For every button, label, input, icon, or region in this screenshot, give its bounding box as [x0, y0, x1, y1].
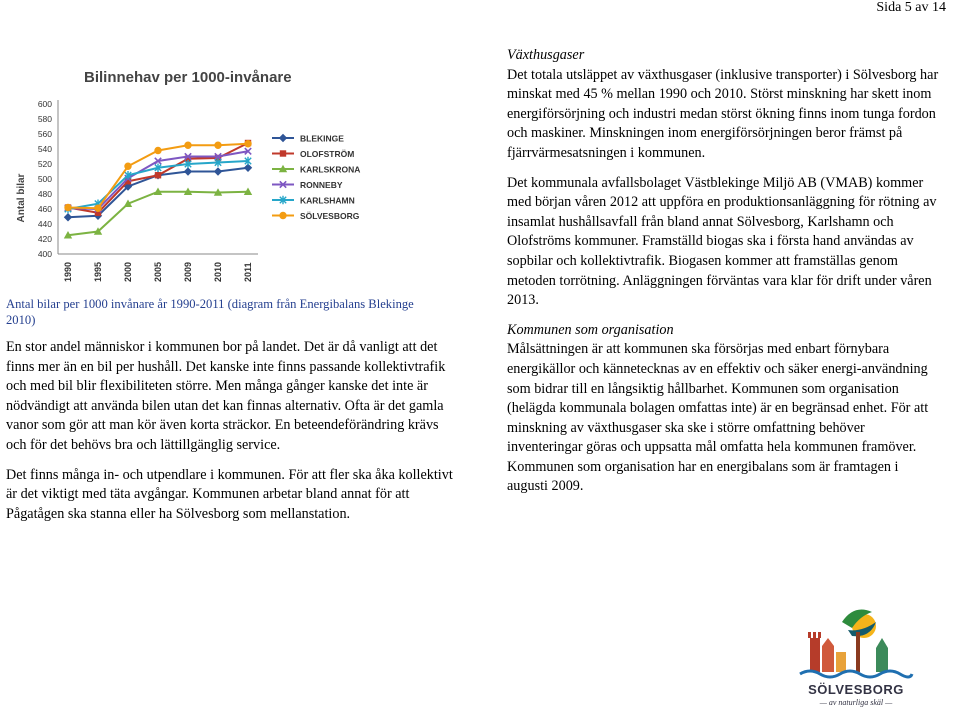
right-paragraph-3: Målsättningen är att kommunen ska försörjas med enbart förnybara energikällor och kännetecknas av en effektiv och säker energi-användning som bidrar till en långsiktig hållbarhet. Kommunen som organisation (helägda kommunala bolagen omfattas inte) är en begränsad enhet. För att minskning av växthusgaser ska ske i större omfattning behöver inventeringar göras och uppsatta mål omfatta hela kommunen framöver. Kommunen som organisation har en energibalans som är framtagen i augusti 2009. [507, 341, 929, 495]
x-tick-label: 2000 [123, 261, 133, 282]
legend-label: SÖLVESBORG [300, 211, 360, 221]
y-tick-label: 580 [37, 114, 52, 124]
heading-municipality-organisation: Kommunen som organisation [507, 321, 674, 338]
logo-name: SÖLVESBORG [808, 682, 904, 697]
right-paragraph-1: Det totala utsläppet av växthusgaser (inklusive transporter) i Sölvesborg har minskat med 45 % mellan 1990 och 2010. Störst minskning har skett inom energiförsörjning och industri medan störst ökning finns inom tunga fordon och maskiner. Minskningen inom energiförsörjningen beror främst på fjärrvärmesatsningen i kommunen. [507, 66, 939, 161]
data-point [214, 142, 221, 149]
chart-caption: Antal bilar per 1000 invånare år 1990-2011 (diagram från Energibalans Blekinge 2010) [6, 297, 414, 327]
legend-label: KARLSKRONA [300, 164, 361, 175]
data-point [124, 163, 131, 170]
y-tick-label: 480 [37, 189, 52, 199]
x-tick-label: 1995 [93, 261, 103, 282]
x-tick-label: 1990 [63, 261, 73, 282]
y-tick-label: 520 [37, 159, 52, 169]
left-paragraph-2: Det finns många in- och utpendlare i kommunen. För att fler ska åka kollektivt är det viktigt med täta avgångar. Kommunen arbetar bland annat för att Pågatågen ska stanna eller ha Sölvesborg som mellanstation. [6, 466, 453, 522]
chart-svg [6, 58, 376, 290]
chart-legend [272, 134, 360, 222]
x-tick-label: 2010 [213, 261, 223, 282]
x-tick-label: 2011 [243, 262, 253, 282]
logo-tagline: — av naturliga skäl — [819, 698, 893, 707]
data-point [64, 213, 72, 221]
legend-label: KARLSHAMN [300, 195, 355, 206]
y-tick-label: 460 [37, 204, 52, 214]
data-point [280, 150, 286, 156]
data-point [214, 167, 222, 175]
y-tick-label: 560 [37, 129, 52, 139]
x-tick-label: 2005 [153, 261, 163, 282]
y-tick-label: 540 [37, 144, 52, 154]
data-point [184, 167, 192, 175]
y-tick-label: 400 [37, 249, 52, 259]
legend-label: BLEKINGE [300, 133, 344, 144]
y-tick-label: 500 [37, 174, 52, 184]
municipality-logo [790, 602, 922, 710]
chart-title: Bilinnehav per 1000-invånare [84, 69, 292, 86]
left-paragraph-1: En stor andel människor i kommunen bor på landet. Det är då vanligt att det finns mer än en bil per hushåll. Det kanske inte finns passande kollektivtrafik och med bil blir flexibiliteten större. Men många gånger kanske det inte är nödvändigt att använda bilen utan det kan finnas alternativ. Ofta är det gamla vanor som gör att man kör även korta sträckor. En beteendeförändring krävs och för det behövs bra och lättillgänglig service. [6, 339, 446, 453]
y-tick-label: 600 [37, 99, 52, 109]
x-tick-label: 2009 [183, 261, 193, 282]
right-column [507, 46, 941, 507]
legend-label: OLOFSTRÖM [300, 149, 355, 159]
data-point [184, 142, 191, 149]
data-point [64, 204, 71, 211]
right-paragraph-2: Det kommunala avfallsbolaget Västblekinge Miljö AB (VMAB) kommer med början våren 2012 att uppföra en produktionsanläggning för rötning av insamlat hushållsavfall från bland annat Sölvesborg, Karlshamn och Olofströms kommuner. Framställd biogas ska i första hand användas av sopbilar och kollektivtrafik. Biogasen kommer att framställas genom metoden torrötning. Anläggningen förväntas vara klar för drift under våren 2013. [507, 174, 937, 309]
y-tick-label: 420 [37, 234, 52, 244]
car-ownership-chart [6, 58, 376, 290]
data-point [94, 205, 101, 212]
chart-y-axis-label: Antal bilar [16, 173, 27, 223]
legend-label: RONNEBY [300, 180, 343, 190]
y-tick-label: 440 [37, 219, 52, 229]
data-point [154, 147, 161, 154]
page-number: Sida 5 av 14 [876, 0, 946, 15]
data-point [279, 212, 286, 219]
left-column [6, 338, 462, 534]
chart-series [64, 140, 252, 239]
data-point [244, 140, 251, 147]
data-point [155, 172, 161, 178]
logo-emblem-icon [790, 602, 922, 682]
data-point [279, 134, 287, 142]
chart-axes [38, 99, 258, 282]
heading-greenhouse-gases: Växthusgaser [507, 47, 585, 63]
